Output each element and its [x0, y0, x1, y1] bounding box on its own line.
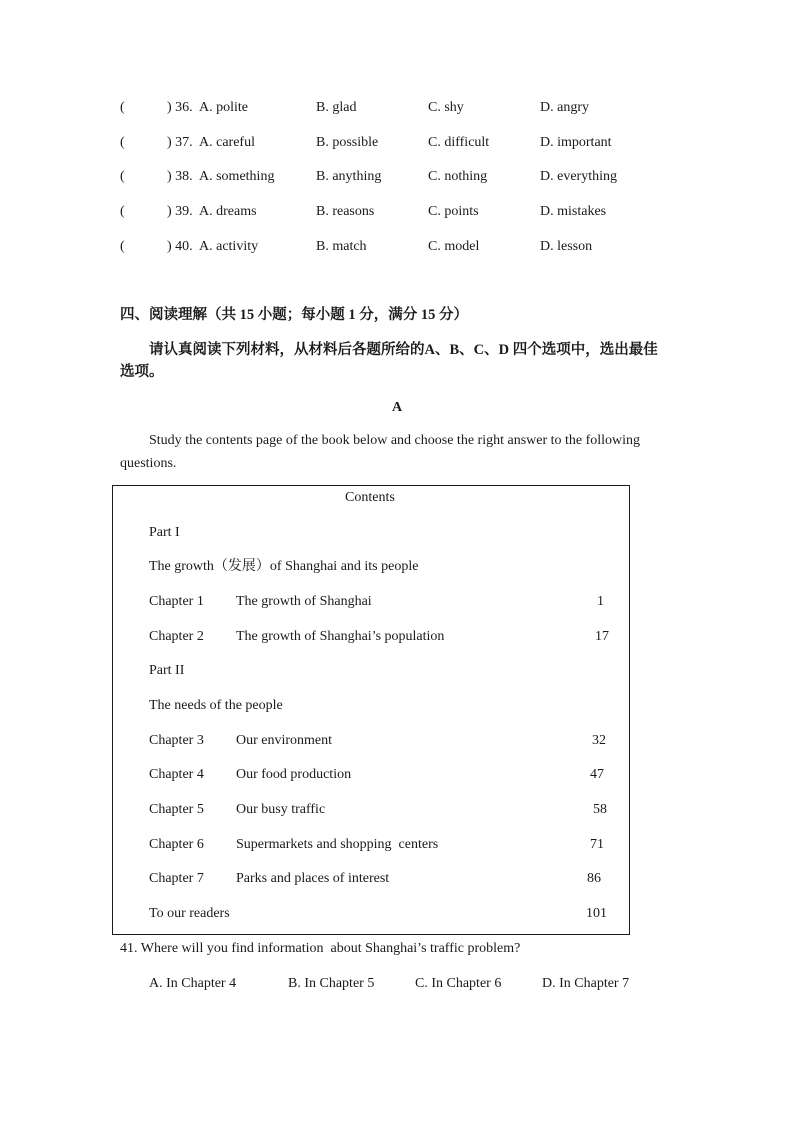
- option-a: A. polite: [199, 100, 248, 115]
- answer-paren: (: [120, 204, 125, 219]
- answer-paren: (: [120, 135, 125, 150]
- question-number: ) 37.: [167, 135, 193, 150]
- section-instruction: 请认真阅读下列材料，从材料后各题所给的A、B、C、D 四个选项中，选出最佳: [149, 342, 658, 358]
- option-c: C. model: [428, 239, 480, 254]
- question-41: 41. Where will you find information about Shanghai’s traffic problem?: [120, 941, 521, 956]
- option-a: A. careful: [199, 135, 255, 150]
- option-d: D. everything: [540, 169, 617, 184]
- chapter-title: Our busy traffic: [236, 802, 326, 817]
- chapter-label: Chapter 6: [149, 837, 204, 852]
- question-number: ) 40.: [167, 239, 193, 254]
- chapter-label: Chapter 4: [149, 767, 204, 782]
- answer-paren: (: [120, 169, 125, 184]
- part-2-label: Part II: [149, 663, 185, 678]
- option-d: D. mistakes: [540, 204, 607, 219]
- passage-intro: Study the contents page of the book below and choose the right answer to the following: [149, 433, 641, 448]
- option-c: C. points: [428, 204, 479, 219]
- q41-option-c: C. In Chapter 6: [415, 976, 502, 991]
- option-b: B. match: [316, 239, 367, 254]
- chapter-title: Parks and places of interest: [236, 871, 390, 886]
- chapter-label: Chapter 1: [149, 594, 204, 609]
- option-b: B. reasons: [316, 204, 375, 219]
- cloze-question-38: [0, 170, 794, 190]
- passage-label: A: [392, 400, 403, 415]
- option-a: A. something: [199, 169, 275, 184]
- q41-option-b: B. In Chapter 5: [288, 976, 375, 991]
- section-heading: 四、阅读理解（共 15 小题；每小题 1 分，满分 15 分）: [120, 307, 468, 323]
- cloze-question-36: [0, 101, 794, 121]
- chapter-page: 47: [590, 767, 604, 782]
- chapter-title: Supermarkets and shopping centers: [236, 837, 439, 852]
- chapter-title: Our food production: [236, 767, 352, 782]
- cloze-question-37: [0, 136, 794, 156]
- option-b: B. glad: [316, 100, 357, 115]
- chapter-page: 58: [593, 802, 607, 817]
- chapter-title: The growth of Shanghai: [236, 594, 372, 609]
- chapter-label: Chapter 3: [149, 733, 204, 748]
- q41-option-a: A. In Chapter 4: [149, 976, 237, 991]
- chapter-page: 32: [592, 733, 606, 748]
- option-b: B. anything: [316, 169, 382, 184]
- cloze-question-39: [0, 205, 794, 225]
- chapter-page: 86: [587, 871, 601, 886]
- option-d: D. lesson: [540, 239, 593, 254]
- contents-title: Contents: [345, 490, 395, 505]
- option-d: D. important: [540, 135, 612, 150]
- part-2-title: The needs of the people: [149, 698, 283, 713]
- chapter-title: The growth of Shanghai’s population: [236, 629, 445, 644]
- option-b: B. possible: [316, 135, 379, 150]
- option-a: A. dreams: [199, 204, 257, 219]
- section-instruction-cont: 选项。: [120, 364, 164, 380]
- option-d: D. angry: [540, 100, 589, 115]
- option-c: C. nothing: [428, 169, 488, 184]
- part-1-title: The growth（发展）of Shanghai and its people: [149, 559, 419, 574]
- chapter-page: 1: [597, 594, 604, 609]
- answer-paren: (: [120, 239, 125, 254]
- chapter-label: Chapter 7: [149, 871, 204, 886]
- question-number: ) 39.: [167, 204, 193, 219]
- cloze-question-40: [0, 240, 794, 260]
- q41-option-d: D. In Chapter 7: [542, 976, 630, 991]
- chapter-page: 71: [590, 837, 604, 852]
- readers-note: To our readers: [149, 906, 230, 921]
- chapter-title: Our environment: [236, 733, 333, 748]
- question-number: ) 38.: [167, 169, 193, 184]
- chapter-page: 17: [595, 629, 609, 644]
- readers-page: 101: [586, 906, 607, 921]
- part-1-label: Part I: [149, 525, 180, 540]
- option-c: C. shy: [428, 100, 464, 115]
- passage-intro-cont: questions.: [120, 456, 177, 471]
- chapter-label: Chapter 2: [149, 629, 204, 644]
- answer-paren: (: [120, 100, 125, 115]
- option-a: A. activity: [199, 239, 259, 254]
- chapter-label: Chapter 5: [149, 802, 204, 817]
- question-number: ) 36.: [167, 100, 193, 115]
- option-c: C. difficult: [428, 135, 490, 150]
